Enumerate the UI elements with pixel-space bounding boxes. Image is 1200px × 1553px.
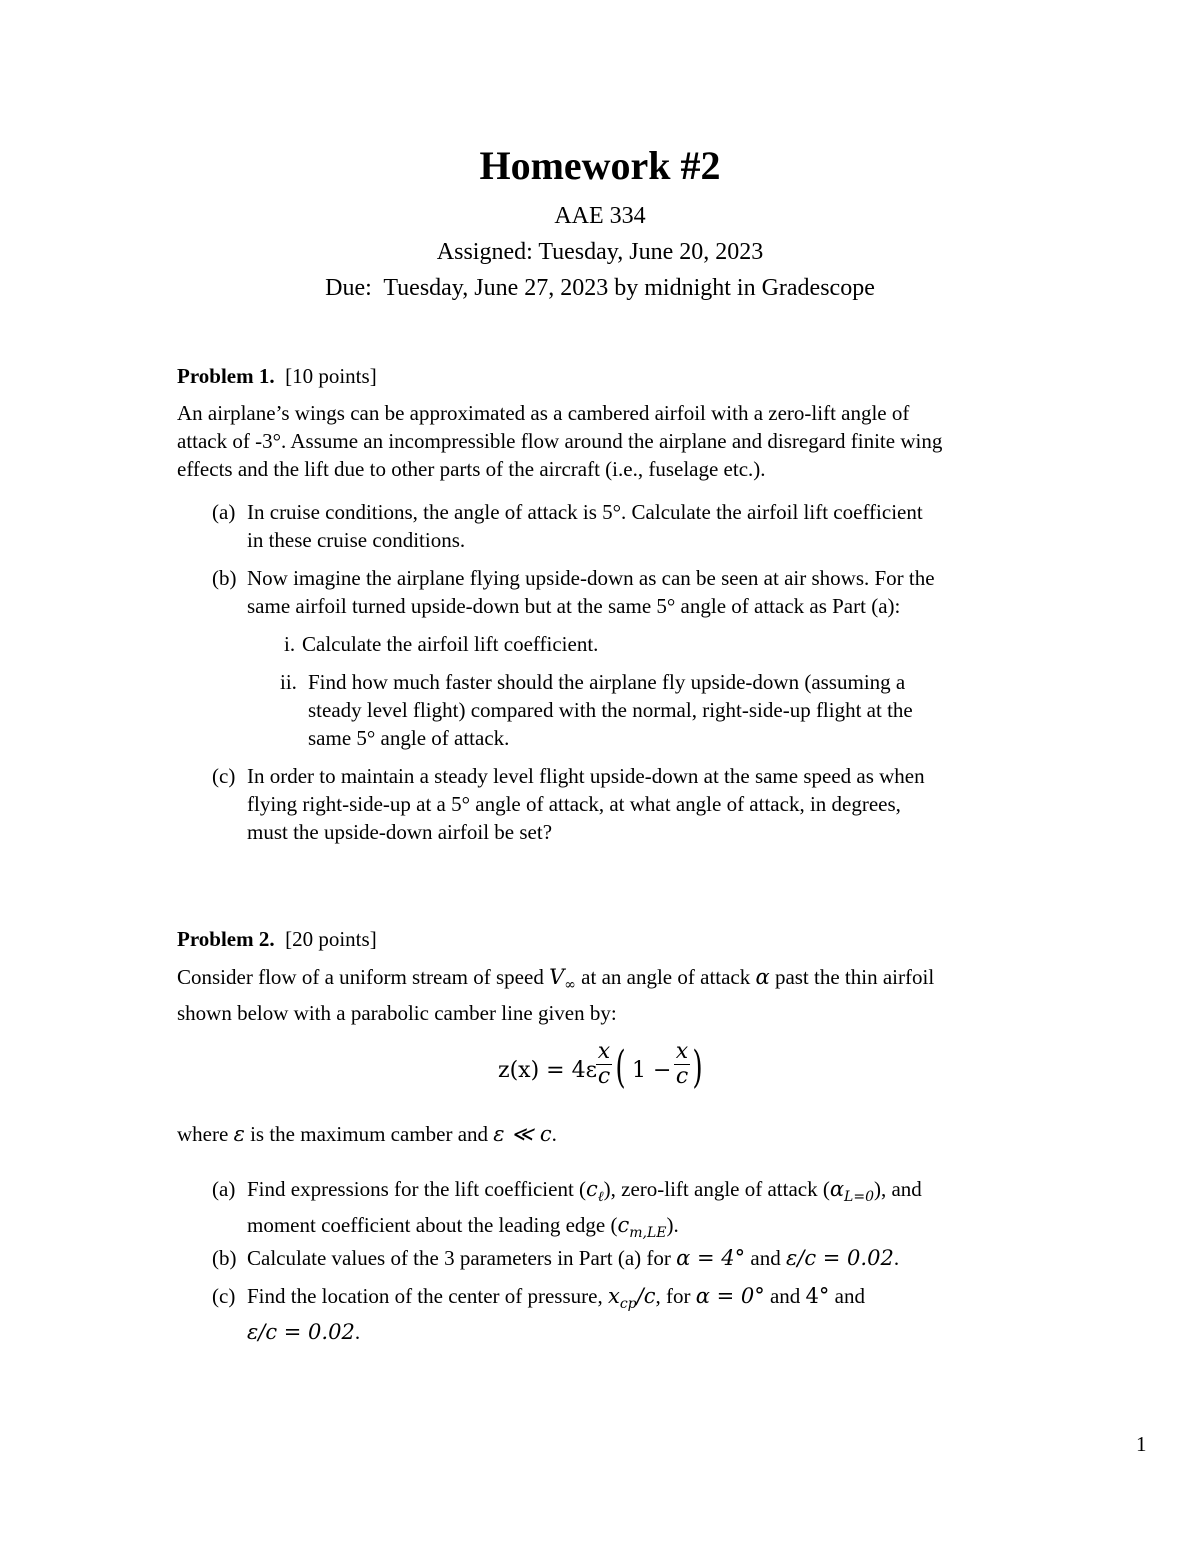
text-run: . [354,1320,361,1344]
lift-coefficient-symbol: c [586,1177,598,1201]
camber-ratio-value: ε/c = 0.02 [786,1246,894,1270]
center-of-pressure-symbol: x [607,1284,620,1308]
subpart-line: Calculate the airfoil lift coefficient. [302,632,599,656]
text-run: . [551,1122,557,1146]
chord-divisor: /c [636,1284,656,1308]
moment-coefficient-symbol: c [617,1213,630,1237]
text-run: and [745,1246,786,1270]
problem-2-heading [177,925,377,953]
intro-line: shown below with a parabolic camber line given by: [177,1001,617,1025]
problem-1-part-b [212,564,1022,620]
text-run: where [177,1122,234,1146]
text-run: Consider flow of a uniform stream of speed [177,965,550,989]
left-paren: ( [615,1042,626,1093]
text-run: ), and [873,1177,922,1201]
zero-lift-alpha-symbol: α [829,1177,845,1201]
part-line: In cruise conditions, the angle of attack is 5°. Calculate the airfoil lift coefficient [247,500,923,524]
text-run: , for [655,1284,696,1308]
alpha-value: α = 0° [695,1284,765,1308]
part-line: same airfoil turned upside-down but at the same 5° angle of attack as Part (a): [247,594,901,618]
problem-1-part-b-i [278,630,998,658]
due-date: Due: Tuesday, June 27, 2023 by midnight in Gradescope [325,275,875,301]
freestream-speed-symbol: V [549,965,565,989]
camber-line-equation [498,1040,718,1100]
part-line: In order to maintain a steady level flight upside-down at the same speed as when [247,764,925,788]
text-run: Find expressions for the lift coefficient ( [247,1177,587,1201]
problem-1-heading [177,362,377,390]
part-label: (c) [212,764,236,788]
part-line [247,1175,1022,1211]
text-run: and [764,1284,806,1308]
problem-1-title: Problem 1. [177,364,275,388]
problem-1-part-c [212,762,1022,846]
text-run: past the thin airfoil [769,965,935,989]
text-run: Calculate values of the 3 parameters in Part (a) for [247,1246,677,1270]
part-line: must the upside-down airfoil be set? [247,820,553,844]
text-run: is the maximum camber and [244,1122,494,1146]
text-run: moment coefficient about the leading edge ( [247,1213,618,1237]
problem-2-points: [20 points] [285,927,377,951]
where-line [177,1120,1027,1148]
part-line: in these cruise conditions. [247,528,466,552]
problem-1-part-b-ii [278,668,998,752]
camber-ratio-value: ε/c = 0.02 [247,1320,355,1344]
page-title: Homework #2 [479,143,721,188]
one-minus: 1 − [632,1058,672,1083]
subpart-label: ii. [280,670,297,694]
problem-2-part-a [212,1175,1022,1247]
problem-1-points: [10 points] [285,364,377,388]
part-label: (a) [212,1177,236,1201]
text-run: Find the location of the center of pressure, [247,1284,608,1308]
part-line: flying right-side-up at a 5° angle of attack, at what angle of attack, in degrees, [247,792,901,816]
intro-line: effects and the lift due to other parts of the aircraft (i.e., fuselage etc.). [177,457,766,481]
problem-2-part-c [212,1282,1022,1346]
epsilon-symbol: ε [233,1122,245,1146]
course-code: AAE 334 [554,203,646,229]
part-line [247,1282,1022,1318]
part-line: Now imagine the airplane flying upside-down as can be seen at air shows. For the [247,566,935,590]
alpha-value: α = 4° [676,1246,746,1270]
denominator: c [675,1064,689,1089]
equation-lhs: z(x) = 4ε [498,1058,597,1083]
assigned-date: Assigned: Tuesday, June 20, 2023 [436,239,764,265]
moment-coefficient-subscript: m,LE [629,1225,667,1241]
right-paren: ) [692,1042,703,1093]
subpart-line: Find how much faster should the airplane fly upside-down (assuming a [308,670,906,694]
denominator: c [597,1064,611,1089]
part-label: (b) [212,1246,237,1270]
part-label: (a) [212,500,236,524]
alpha-symbol: α [755,965,770,989]
part-line [247,1211,1022,1247]
fraction-x-over-c [674,1040,690,1089]
alpha-value: 4° [805,1284,830,1308]
problem-1-intro [177,399,1027,483]
fraction-x-over-c [596,1040,612,1089]
part-line [247,1318,1022,1346]
part-label: (c) [212,1284,236,1308]
subpart-line: same 5° angle of attack. [308,726,510,750]
epsilon-condition: ε ≪ c [493,1122,552,1146]
lift-coefficient-subscript: ℓ [597,1189,604,1205]
problem-2-intro [177,963,1027,1027]
text-run: ), zero-lift angle of attack ( [603,1177,830,1201]
text-run: ). [666,1213,679,1237]
numerator: x [675,1039,689,1064]
text-run: . [893,1246,900,1270]
subpart-line: steady level flight) compared with the normal, right-side-up flight at the [308,698,913,722]
text-run: at an angle of attack [575,965,756,989]
problem-2-part-b [212,1244,1022,1272]
problem-2-title: Problem 2. [177,927,275,951]
part-line [247,1244,1022,1272]
page-number: 1 [1136,1432,1147,1456]
intro-line: An airplane’s wings can be approximated as a cambered airfoil with a zero-lift angle of [177,401,910,425]
part-label: (b) [212,566,237,590]
problem-1-part-a [212,498,1022,554]
intro-line: attack of -3°. Assume an incompressible flow around the airplane and disregard finite wing [177,429,943,453]
intro-line [177,963,1027,999]
zero-lift-alpha-subscript: L=0 [844,1189,874,1205]
freestream-speed-subscript: ∞ [564,977,576,993]
subpart-label: i. [284,632,296,656]
numerator: x [597,1039,611,1064]
text-run: and [829,1284,865,1308]
center-of-pressure-subscript: cp [619,1296,637,1312]
